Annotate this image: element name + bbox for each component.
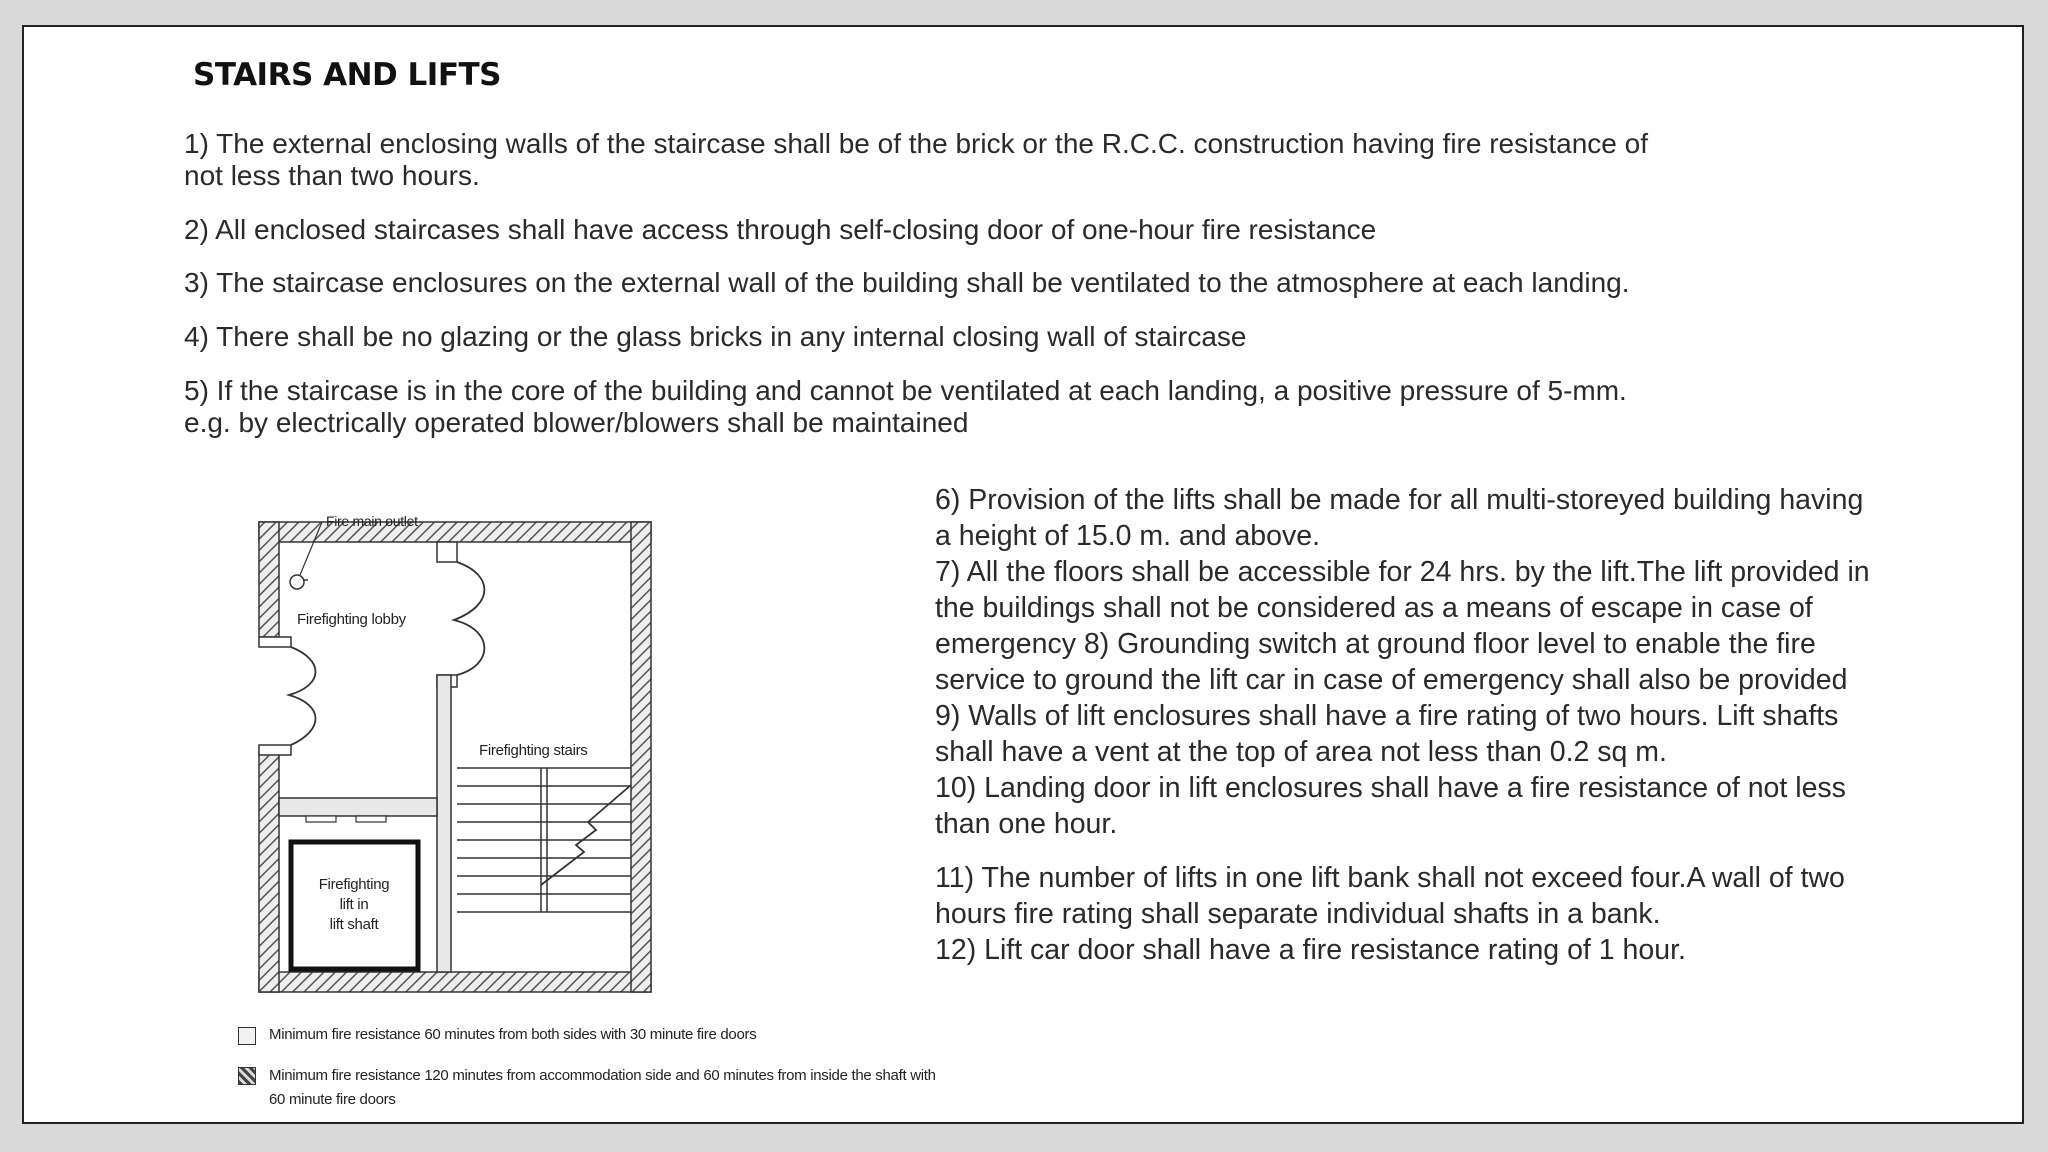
paragraph-line: 4) There shall be no glazing or the glass bricks in any internal closing wall of staircase: [184, 321, 1247, 352]
paragraph-line: 1) The external enclosing walls of the staircase shall be of the brick or the R.C.C. construction having fire resistance of: [184, 128, 1648, 159]
lift-door-leaf: [356, 816, 386, 822]
paragraph-2: [184, 214, 1376, 246]
lift-door-leaf: [306, 816, 336, 822]
hatched-wall-left-upper: [259, 522, 279, 637]
lobby-door-swing: [454, 562, 484, 675]
entry-door-swing: [289, 647, 316, 745]
text-line: 10) Landing door in lift enclosures shall have a fire resistance of not less: [935, 772, 1846, 804]
door-jamb: [259, 637, 291, 647]
lift-requirements-text: [935, 482, 1870, 968]
paragraph-line: not less than two hours.: [184, 160, 480, 191]
text-line: 12) Lift car door shall have a fire resistance rating of 1 hour.: [935, 934, 1686, 966]
paragraph-line: e.g. by electrically operated blower/blowers shall be maintained: [184, 407, 969, 438]
text-line: the buildings shall not be considered as a means of escape in case of: [935, 592, 1813, 624]
slide-title: STAIRS AND LIFTS: [193, 57, 501, 93]
paragraph-5: [184, 375, 1627, 439]
partition-wall: [437, 675, 451, 972]
lift-label-line: lift in: [339, 896, 369, 913]
firefighting-lobby-label: Firefighting lobby: [297, 611, 406, 628]
slide: [22, 25, 2024, 1124]
hatched-wall-left-lower: [259, 752, 279, 992]
firefighting-lift-label: [299, 875, 409, 935]
legend-plain-text: [269, 1023, 756, 1047]
legend-line: 60 minute fire doors: [269, 1091, 396, 1108]
firefighting-shaft-diagram: [204, 480, 1024, 1120]
stair-flights: [457, 768, 631, 912]
lift-shaft-wall: [279, 798, 437, 816]
text-line: 11) The number of lifts in one lift bank shall not exceed four.A wall of two: [935, 862, 1845, 894]
text-line: 6) Provision of the lifts shall be made for all multi-storeyed building having: [935, 484, 1864, 516]
hatched-wall-bottom: [259, 972, 651, 992]
paragraph-4: [184, 321, 1246, 353]
legend-plain-swatch: [238, 1027, 256, 1045]
firefighting-stairs-label: Firefighting stairs: [479, 742, 588, 759]
text-line: 7) All the floors shall be accessible for 24 hrs. by the lift.The lift provided in: [935, 556, 1870, 588]
lift-label-line: lift shaft: [329, 916, 379, 933]
hatched-wall-right: [631, 522, 651, 992]
spacer: [935, 842, 1870, 860]
text-line: 9) Walls of lift enclosures shall have a fire rating of two hours. Lift shafts: [935, 700, 1839, 732]
paragraph-line: 3) The staircase enclosures on the external wall of the building shall be ventilated to the atmosphere at each landing.: [184, 267, 1630, 298]
paragraph-3: [184, 267, 1630, 299]
legend-hatched-swatch: [238, 1067, 256, 1085]
lift-label-line: Firefighting: [318, 876, 390, 893]
text-line: service to ground the lift car in case of emergency shall also be provided: [935, 664, 1848, 696]
text-line: emergency 8) Grounding switch at ground floor level to enable the fire: [935, 628, 1816, 660]
legend-line: Minimum fire resistance 60 minutes from both sides with 30 minute fire doors: [269, 1026, 757, 1043]
door-jamb: [437, 542, 457, 562]
text-line: shall have a vent at the top of area not less than 0.2 sq m.: [935, 736, 1667, 768]
text-line: hours fire rating shall separate individual shafts in a bank.: [935, 898, 1661, 930]
paragraph-line: 5) If the staircase is in the core of the building and cannot be ventilated at each landing, a positive pressure of 5-mm.: [184, 375, 1627, 406]
text-line: a height of 15.0 m. and above.: [935, 520, 1321, 552]
fire-main-outlet-icon: [290, 575, 304, 589]
text-line: than one hour.: [935, 808, 1118, 840]
fire-main-outlet-label: Fire main outlet: [326, 513, 418, 529]
legend-line: Minimum fire resistance 120 minutes from accommodation side and 60 minutes from inside the shaft with: [269, 1067, 936, 1084]
paragraph-1: [184, 128, 1648, 192]
stair-break-line: [541, 785, 631, 885]
legend-hatched-text: [269, 1064, 936, 1112]
door-jamb: [259, 745, 291, 755]
paragraph-line: 2) All enclosed staircases shall have access through self-closing door of one-hour fire resistance: [184, 214, 1377, 245]
